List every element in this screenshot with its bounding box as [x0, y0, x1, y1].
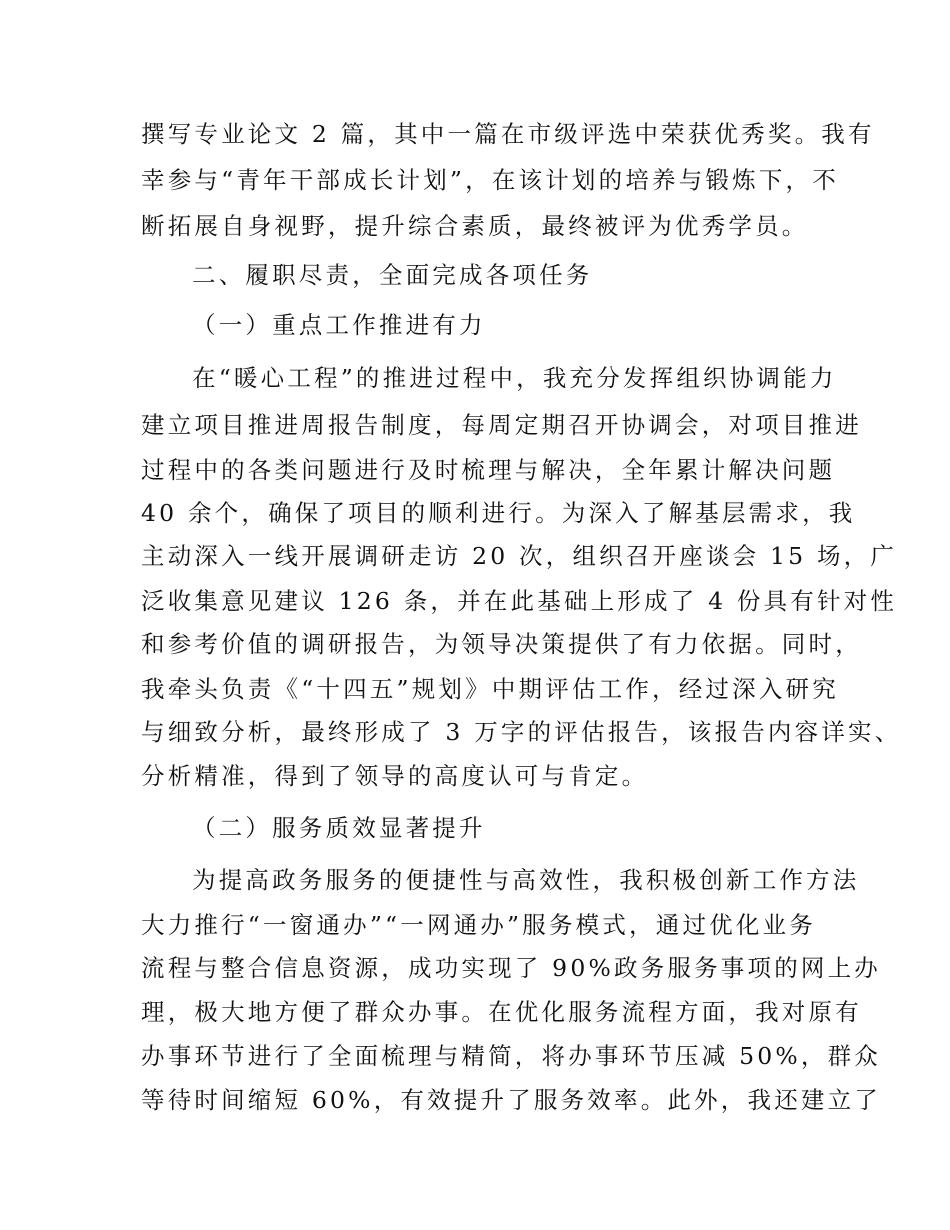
paragraph-line: 大力推行“一窗通办”“一网通办”服务模式，通过优化业务 [141, 911, 816, 939]
paragraph-line: 与细致分析，最终形成了 3 万字的评估报告，该报告内容详实、 [141, 718, 902, 746]
paragraph-line: 为提高政务服务的便捷性与高效性，我积极创新工作方法 [192, 866, 860, 894]
paragraph-line: 办事环节进行了全面梳理与精简，将办事环节压减 50%，群众 [141, 1042, 882, 1070]
paragraph-line: 40 余个，确保了项目的顺利进行。为深入了解基层需求，我 [141, 499, 856, 527]
paragraph-line: 断拓展自身视野，提升综合素质，最终被评为优秀学员。 [141, 212, 809, 240]
subsection-heading: （一）重点工作推进有力 [192, 311, 486, 339]
paragraph-line: 幸参与“青年干部成长计划”，在该计划的培养与锻炼下，不 [141, 166, 839, 194]
paragraph-line: 和参考价值的调研报告，为领导决策提供了有力依据。同时， [141, 630, 862, 658]
paragraph-line: 在“暖心工程”的推进过程中，我充分发挥组织协调能力 [192, 364, 837, 392]
paragraph-line: 过程中的各类问题进行及时梳理与解决，全年累计解决问题 [141, 456, 836, 484]
paragraph-line: 泛收集意见建议 126 条，并在此基础上形成了 4 份具有针对性 [141, 587, 898, 615]
paragraph-line: 分析精准，得到了领导的高度认可与肯定。 [141, 762, 649, 790]
section-heading: 二、履职尽责，全面完成各项任务 [192, 261, 593, 289]
paragraph-line: 等待时间缩短 60%，有效提升了服务效率。此外，我还建立了 [141, 1086, 882, 1114]
paragraph-line: 流程与整合信息资源，成功实现了 90%政务服务事项的网上办 [141, 954, 882, 982]
paragraph-line: 建立项目推进周报告制度，每周定期召开协调会，对项目推进 [141, 411, 862, 439]
subsection-heading: （二）服务质效显著提升 [192, 814, 486, 842]
paragraph-line: 撰写专业论文 2 篇，其中一篇在市级评选中荣获优秀奖。我有 [141, 120, 875, 148]
paragraph-line: 理，极大地方便了群众办事。在优化服务流程方面，我对原有 [141, 998, 862, 1026]
paragraph-line: 我牵头负责《“十四五”规划》中期评估工作，经过深入研究 [141, 675, 839, 703]
paragraph-line: 主动深入一线开展调研走访 20 次，组织召开座谈会 15 场，广 [141, 542, 898, 570]
